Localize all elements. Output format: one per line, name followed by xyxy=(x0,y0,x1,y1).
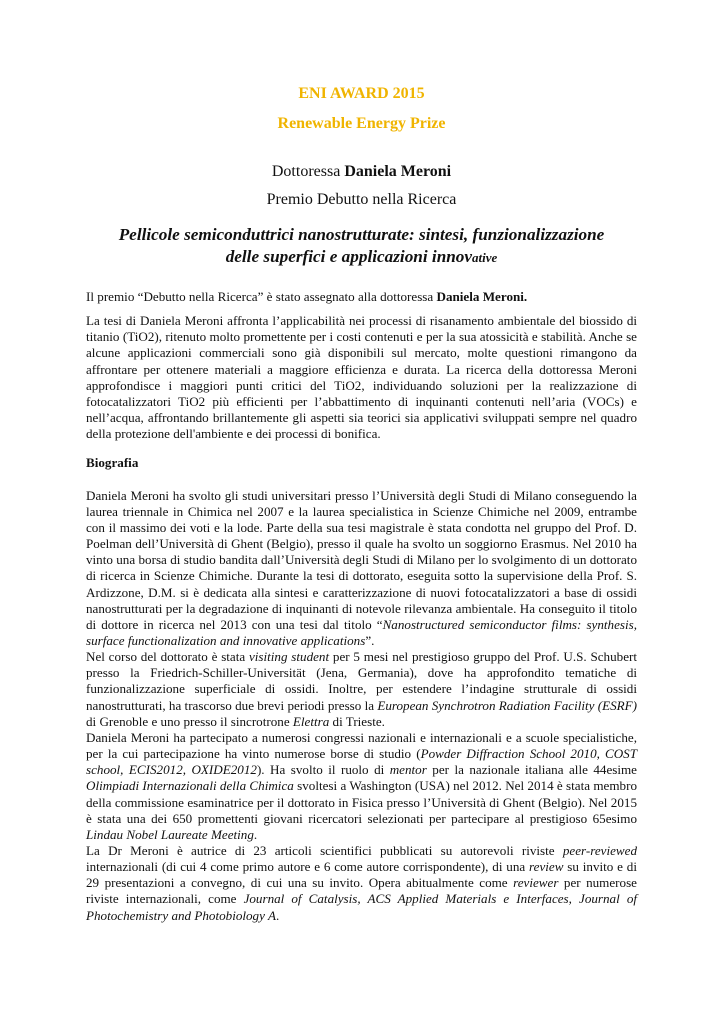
document-page xyxy=(86,84,637,924)
biography-paragraph-3 xyxy=(86,730,637,843)
bio4-f: reviewer xyxy=(513,875,559,891)
recipient-prefix: Dottoressa xyxy=(271,163,345,180)
bio2-d: European Synchrotron Radiation Facility (ESRF) xyxy=(377,697,637,713)
bio2-f: Elettra xyxy=(292,713,330,729)
bio4-i: . xyxy=(275,907,280,923)
award-category: Renewable Energy Prize xyxy=(277,115,446,132)
bio1-thesis-title: Nanostructured semiconductor films: synthesis, surface functionalization and innovative applications xyxy=(86,616,638,648)
bio4-a: La Dr Meroni è autrice di 23 articoli scientifici pubblicati su autorevoli riviste xyxy=(86,843,563,858)
biography-paragraph-1 xyxy=(86,488,637,650)
recipient-name: Daniela Meroni xyxy=(344,163,452,180)
biography-paragraph-2 xyxy=(86,649,637,730)
bio2-g: di Trieste. xyxy=(329,713,385,729)
bio4-c: internazionali (di cui 4 come primo autore e 6 come autore corrispondente), di una xyxy=(86,859,530,875)
bio3-c: ). Ha svolto il ruolo di xyxy=(256,762,390,778)
thesis-title-line2 xyxy=(86,246,637,269)
thesis-title-line2-small: ative xyxy=(472,250,498,265)
prize-name: Premio Debutto nella Ricerca xyxy=(266,191,457,208)
bio1-end: ”. xyxy=(365,632,375,648)
bio3-g: svoltesi a Washington (USA) nel 2012. Nel 2014 è stata membro della commissione esaminatrice per il dottorato in Fisica presso l’Università di Ghent (Belgio). Nel 2015 è stata una dei 650 promettenti giovani ricercatori selezionati per partecipare al prestigioso 65esimo xyxy=(86,778,638,826)
bio4-e: su invito e di 29 presentazioni a convegno, di cui una su invito. Opera abitualmente come xyxy=(86,859,637,891)
bio2-a: Nel corso del dottorato è stata xyxy=(86,649,249,665)
bio2-c: per 5 mesi nel prestigioso gruppo del Prof. U.S. Schubert presso la Friedrich-Schiller-Universität (Jena, Germania), dove ha approfondito tematiche di funzionalizzazione superficiale di ossidi. Inoltre, per estendere l’indagine strutturale di ossidi nanostrutturati, ha trascorso due brevi periodi presso la xyxy=(86,649,638,713)
bio3-e: per la nazionale italiana alle 44esime xyxy=(426,762,637,778)
intro-text: Il premio “Debutto nella Ricerca” è stato assegnato alla dottoressa xyxy=(86,289,437,304)
intro-name: Daniela Meroni. xyxy=(436,289,528,304)
summary-paragraph: La tesi di Daniela Meroni affronta l’applicabilità nei processi di risanamento ambientale del biossido di titanio (TiO2), ritenuto molto promettente per i costi contenuti e per la sua atossicità e stabilità. Anche se alcune applicazioni commerciali sono già disponibili sul mercato, molte questioni rimangono da affrontare per ottenere materiali a maggiore efficienza e durata. La ricerca della dottoressa Meroni approfondisce i maggiori punti critici del TiO2, individuando soluzioni per la realizzazione di fotocatalizzatori TiO2 più efficienti per l’abbattimento di inquinanti contenuti nell’aria (VOCs) e nell’acqua, affrontando brillantemente gli aspetti sia teorici sia applicativi sviluppati sempre nel quadro della protezione dell'ambiente e dei processi di bonifica. xyxy=(86,313,637,442)
bio3-a: Daniela Meroni ha partecipato a numerosi congressi nazionali e internazionali e a scuole specialistiche, per la cui partecipazione ha vinto numerose borse di studio ( xyxy=(86,729,637,762)
bio4-b: peer-reviewed xyxy=(562,843,637,858)
bio3-h: Lindau Nobel Laureate Meeting xyxy=(86,826,254,842)
biography-heading: Biografia xyxy=(86,455,139,471)
thesis-title xyxy=(86,224,637,269)
thesis-title-line2-main: delle superfici e applicazioni innov xyxy=(225,247,473,266)
bio4-h: Journal of Catalysis, ACS Applied Materials e Interfaces, Journal of Photochemistry and Photobiology A xyxy=(86,891,637,923)
bio3-f: Olimpiadi Internazionali della Chimica xyxy=(86,778,294,794)
bio3-i: . xyxy=(253,826,258,842)
bio3-b: Powder Diffraction School 2010, COST school, ECIS2012, OXIDE2012 xyxy=(86,746,638,778)
bio2-e: di Grenoble e uno presso il sincrotrone xyxy=(86,713,293,729)
biography-paragraph-4 xyxy=(86,843,637,924)
bio2-b: visiting student xyxy=(248,649,330,665)
award-title: ENI AWARD 2015 xyxy=(298,85,425,102)
thesis-title-line1: Pellicole semiconduttrici nanostrutturate: sintesi, funzionalizzazione xyxy=(118,225,605,244)
bio4-d: review xyxy=(529,859,564,875)
bio4-g: per numerose riviste internazionali, come xyxy=(86,875,637,907)
bio3-d: mentor xyxy=(389,762,427,778)
bio1-text: Daniela Meroni ha svolto gli studi universitari presso l’Università degli Studi di Milano conseguendo la laurea triennale in Chimica nel 2007 e la laurea specialistica in Scienze Chimiche nel 2009, entrambe con il massimo dei voti e la lode. Parte della sua tesi magistrale è stata condotta nel gruppo del Prof. D. Poelman dell’Università di Ghent (Belgio), presso il quale ha svolto un soggiorno Erasmus. Nel 2010 ha vinto una borsa di studio bandita dall’Università degli Studi di Milano per lo svolgimento di un dottorato di ricerca in Scienze Chimiche. Durante la tesi di dottorato, eseguita sotto la supervisione della Prof. S. Ardizzone, D.M. si è dedicata alla sintesi e caratterizzazione di nuovi fotocatalizzatori a base di ossidi nanostrutturati per la degradazione di inquinanti di notevole rilevanza ambientale. Ha conseguito il titolo di dottore in ricerca nel 2013 con una tesi dal titolo “ xyxy=(86,487,637,632)
recipient-line xyxy=(86,162,637,182)
intro-paragraph xyxy=(86,289,637,305)
